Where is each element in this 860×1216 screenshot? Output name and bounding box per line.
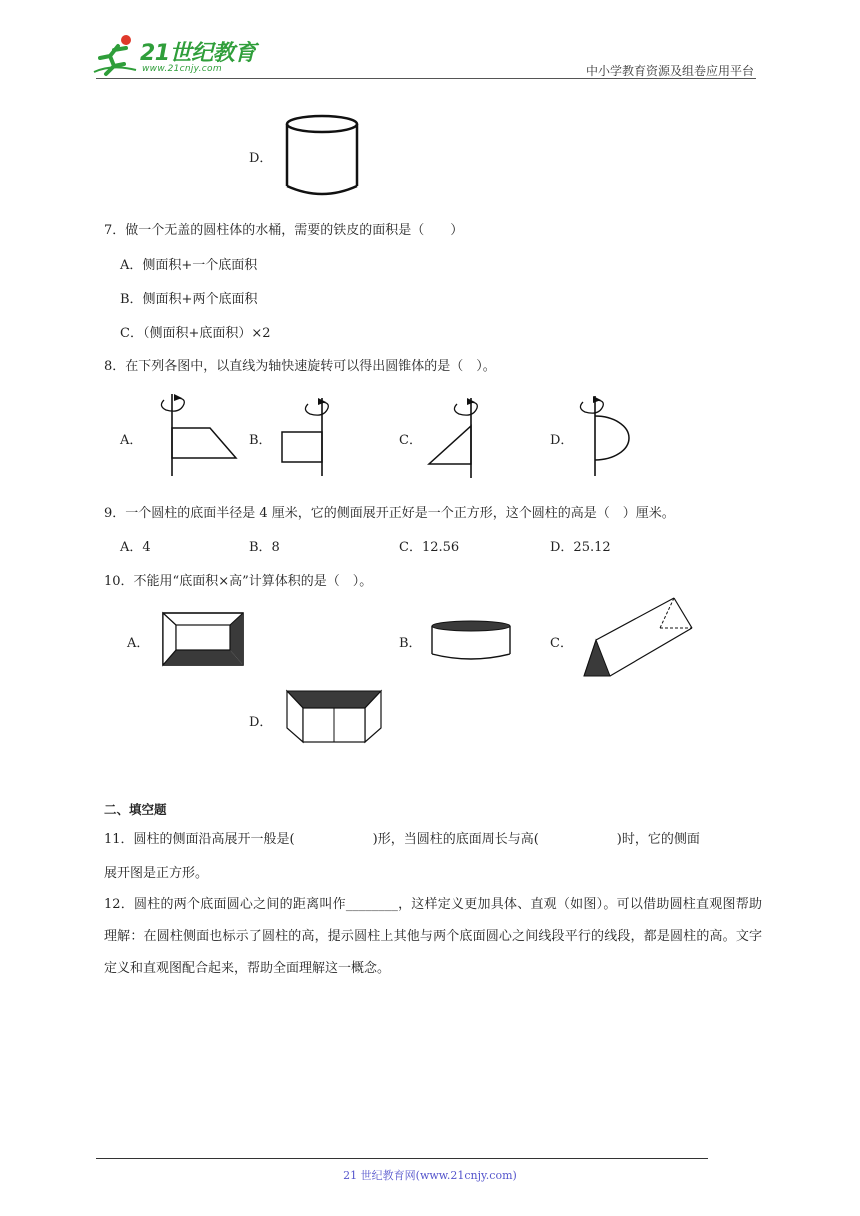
header-divider: [96, 78, 756, 79]
q10-option-c-triangular-prism-figure: [580, 594, 700, 684]
q10-option-b-label: B．: [399, 636, 422, 651]
q10-stem: 10．不能用“底面积×高”计算体积的是（ ）。: [104, 574, 373, 589]
section-fill-in-title: 二、填空题: [104, 802, 167, 817]
q8-option-c-triangle-figure: [425, 390, 505, 480]
q10-option-b-disc-figure: [430, 616, 520, 666]
q11-text-part1: 11．圆柱的侧面沿高展开一般是(: [104, 832, 295, 847]
q8-option-c-label: C．: [399, 433, 422, 448]
platform-title: 中小学教育资源及组卷应用平台: [585, 64, 754, 78]
runner-logo-icon: [92, 34, 138, 74]
site-logo: [92, 34, 262, 78]
q9-option-c: C．12.56: [399, 540, 460, 555]
q9-option-d: D．25.12: [550, 540, 611, 555]
q10-option-a-label: A．: [127, 636, 150, 651]
q10-option-d-label: D．: [249, 715, 273, 730]
q10-option-a-frame-figure: [160, 610, 250, 670]
q6-option-d-label: D．: [249, 151, 273, 166]
q8-option-b-rectangle-figure: [278, 390, 348, 480]
q8-stem: 8．在下列各图中，以直线为轴快速旋转可以得出圆锥体的是（ ）。: [104, 359, 496, 374]
q8-option-a-label: A．: [120, 433, 143, 448]
q7-option-b: B．侧面积+两个底面积: [120, 292, 258, 307]
q10-option-c-label: C．: [550, 636, 573, 651]
q8-option-a-trapezoid-figure: [150, 390, 240, 480]
q11-line2: 展开图是正方形。: [104, 866, 209, 881]
q9-option-b: B．8: [249, 540, 280, 555]
q10-option-d-hexagonal-prism-figure: [285, 688, 385, 748]
q8-option-b-label: B．: [249, 433, 272, 448]
q11-text-part2: )形，当圆柱的底面周长与高(: [372, 832, 539, 847]
q12-paragraph: 12．圆柱的两个底面圆心之间的距离叫作________，这样定义更加具体、直观（如图）。可以借助圆柱直观图帮助理解：在圆柱侧面也标示了圆柱的高，提示圆柱上其他与两个底面圆心之间线段平行的线段，都是圆柱的高。文字定义和直观图配合起来，帮助全面理解这一概念。: [104, 897, 762, 976]
q8-option-d-label: D．: [550, 433, 574, 448]
q9-stem: 9．一个圆柱的底面半径是 4 厘米，它的侧面展开正好是一个正方形，这个圆柱的高是（ ）厘米。: [104, 506, 675, 521]
footer-text: 21 世纪教育网(www.21cnjy.com): [343, 1169, 517, 1182]
footer-divider: [96, 1158, 708, 1159]
q7-option-c: C．（侧面积+底面积）×2: [120, 326, 271, 341]
q7-stem: 7．做一个无盖的圆柱体的水桶，需要的铁皮的面积是（ ）: [104, 223, 464, 238]
q6-option-d-cylinder-figure: [283, 110, 363, 200]
logo-text: 21世纪教育: [140, 41, 256, 66]
q9-option-a: A．4: [120, 540, 151, 555]
logo-url: www.21cnjy.com: [142, 64, 222, 74]
q11-line1: [104, 828, 700, 847]
q7-option-a: A．侧面积+一个底面积: [120, 258, 258, 273]
q8-option-d-semicircle-figure: [575, 390, 645, 480]
q11-text-part3: )时，它的侧面: [616, 832, 700, 847]
